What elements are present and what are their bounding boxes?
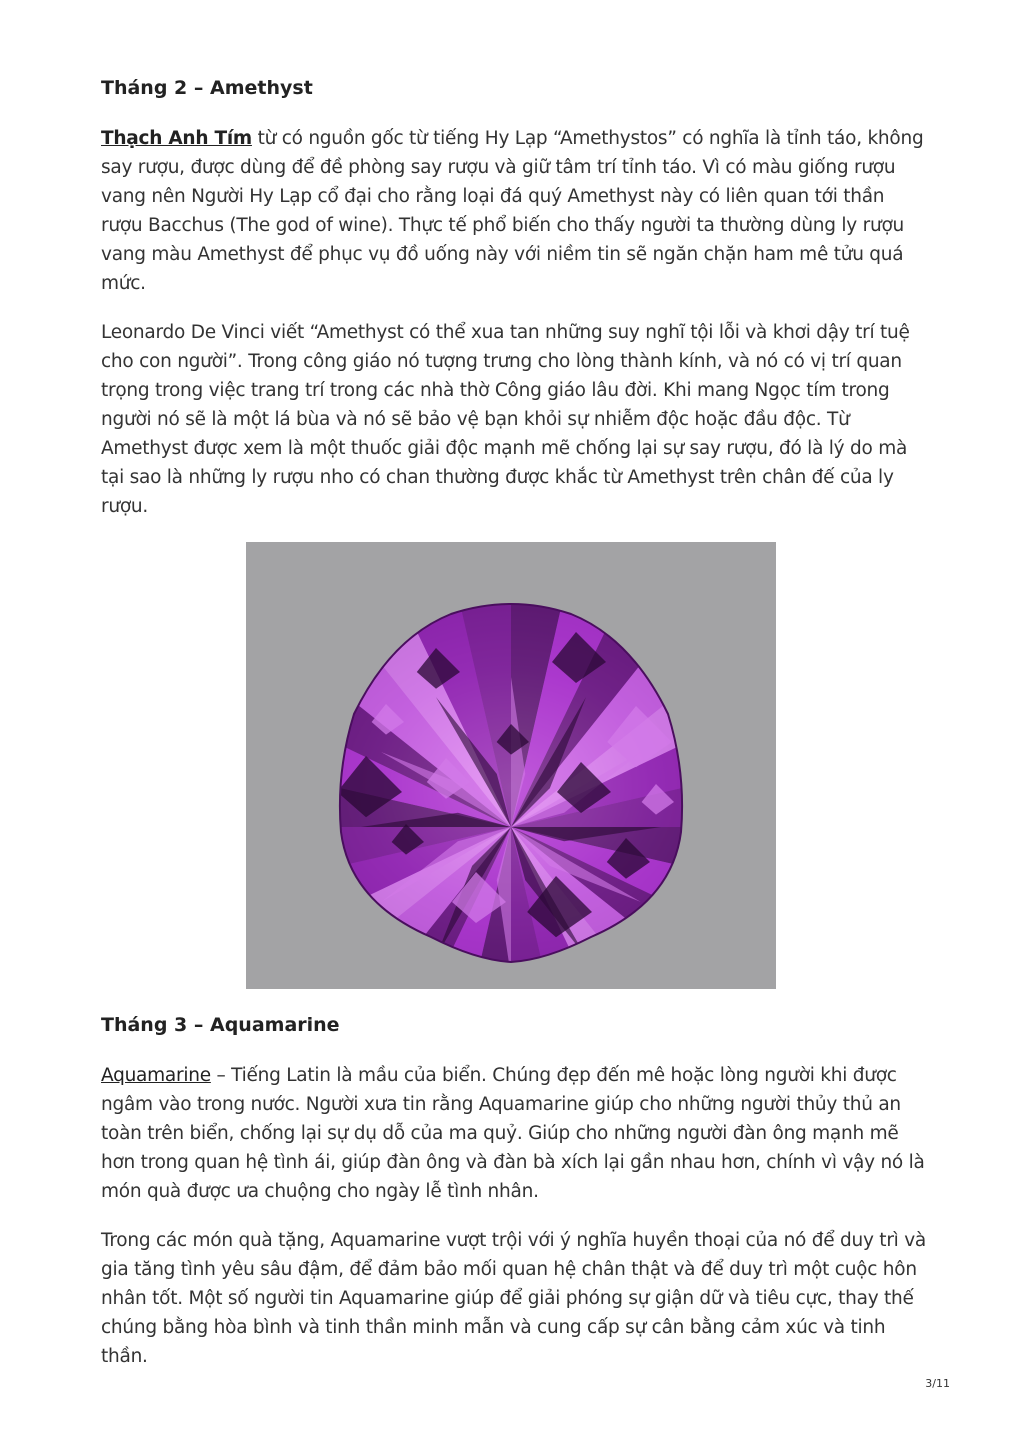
- amethyst-gem-image: [246, 542, 776, 989]
- thach-anh-tim-link[interactable]: Thạch Anh Tím: [101, 128, 252, 149]
- document-page: [101, 70, 931, 1371]
- gem-body: [246, 542, 776, 989]
- aquamarine-paragraph-1-text: – Tiếng Latin là mầu của biển. Chúng đẹp đến mê hoặc lòng người khi được ngâm vào trong nước. Người xưa tin rằng Aquamarine giúp cho những người thủy thủ an toàn trên biển, chống lại sự dụ dỗ của ma quỷ. Giúp cho những người đàn ông mạnh mẽ hơn trong quan hệ tình ái, giúp đàn ông và đàn bà xích lại gần nhau hơn, chính vì vậy nó là món quà được ưa chuộng cho ngày lễ tình nhân.: [101, 1065, 925, 1202]
- section-heading-amethyst: Tháng 2 – Amethyst: [101, 77, 313, 99]
- amethyst-paragraph-1: [101, 124, 931, 298]
- aquamarine-link[interactable]: Aquamarine: [101, 1065, 211, 1086]
- page-number: 3/11: [925, 1377, 950, 1390]
- amethyst-paragraph-2: Leonardo De Vinci viết “Amethyst có thể xua tan những suy nghĩ tội lỗi và khơi dậy trí tuệ cho con người”. Trong công giáo nó tượng trưng cho lòng thành kính, và nó có vị trí quan trọng trong việc trang trí trong các nhà thờ Công giáo lâu đời. Khi mang Ngọc tím trong người nó sẽ là một lá bùa và nó sẽ bảo vệ bạn khỏi sự nhiễm độc hoặc đầu độc. Từ Amethyst được xem là một thuốc giải độc mạnh mẽ chống lại sự say rượu, đó là lý do mà tại sao là những ly rượu nho có chan thường được khắc từ Amethyst trên chân đế của ly rượu.: [101, 322, 910, 517]
- aquamarine-paragraph-1: [101, 1061, 931, 1206]
- amethyst-paragraph-1-text: từ có nguồn gốc từ tiếng Hy Lạp “Amethystos” có nghĩa là tỉnh táo, không say rượu, được dùng để đề phòng say rượu và giữ tâm trí tỉnh táo. Vì có màu giống rượu vang nên Người Hy Lạp cổ đại cho rằng loại đá quý Amethyst này có liên quan tới thần rượu Bacchus (The god of wine). Thực tế phổ biến cho thấy người ta thường dùng ly rượu vang màu Amethyst để phục vụ đồ uống này với niềm tin sẽ ngăn chặn ham mê tửu quá mức.: [101, 128, 924, 294]
- section-heading-aquamarine: Tháng 3 – Aquamarine: [101, 1014, 340, 1036]
- amethyst-gem-illustration: [246, 542, 776, 989]
- aquamarine-paragraph-2: Trong các món quà tặng, Aquamarine vượt trội với ý nghĩa huyền thoại của nó để duy trì và gia tăng tình yêu sâu đậm, để đảm bảo mối quan hệ chân thật và để duy trì một cuộc hôn nhân tốt. Một số người tin Aquamarine giúp để giải phóng sự giận dữ và tiêu cực, thay thế chúng bằng hòa bình và tinh thần minh mẫn và cung cấp sự cân bằng cảm xúc và tinh thần.: [101, 1230, 926, 1367]
